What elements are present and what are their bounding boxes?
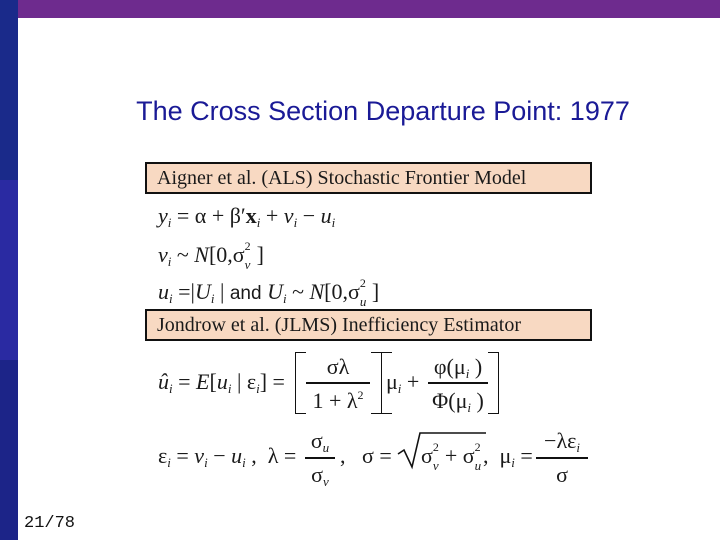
section-header-jlms: Jondrow et al. (JLMS) Inefficiency Estimator xyxy=(145,309,592,341)
equation-inefficiency-distribution: $u_i =|U_i$ | and $U_i$ ~ N[0,σ 2 u ] xyxy=(158,276,380,309)
left-bracket xyxy=(295,352,306,414)
page-number: 21/78 xyxy=(24,514,76,533)
left-bar-segment xyxy=(0,180,18,360)
mu-term: $\mu_i$ + xyxy=(386,369,420,396)
and-word: and xyxy=(229,283,262,304)
fraction-lambda-epsilon-over-sigma: $-\lambda\varepsilon_i$ σ xyxy=(536,428,588,488)
sqrt-contents: σ 2 v + σ 2 u xyxy=(421,440,482,473)
fraction-phi: $\varphi(\mu_i$ ) $\Phi(\mu_i$ ) xyxy=(428,354,488,416)
equation-noise-distribution: $v_i$ ~ N[0,σ 2 v ] xyxy=(158,239,264,272)
left-accent-bar xyxy=(0,0,18,540)
mu-definition: , $\mu_i$ = xyxy=(483,443,533,470)
top-accent-bar xyxy=(0,0,720,18)
section-header-als: Aigner et al. (ALS) Stochastic Frontier Model xyxy=(145,162,592,194)
slide-title: The Cross Section Departure Point: 1977 xyxy=(136,96,630,126)
fraction-sigma-lambda: σλ $1 + \lambda^2$ xyxy=(306,354,370,414)
fraction-sigma-u-over-sigma-v: $\sigma_u$ $\sigma_v$ xyxy=(305,428,335,490)
sigma-definition: , σ = xyxy=(340,443,392,468)
right-bracket xyxy=(488,352,499,414)
left-bar-segment xyxy=(0,360,18,540)
equation-frontier-model: $y_i = \alpha + \beta'x_i + v_i - u_i$ xyxy=(158,203,336,230)
jlms-lhs: $û_i = E[u_i$ | $\varepsilon_i$] = xyxy=(158,369,285,396)
epsilon-definition: $\varepsilon_i = v_i - u_i$ , λ = xyxy=(158,443,297,470)
